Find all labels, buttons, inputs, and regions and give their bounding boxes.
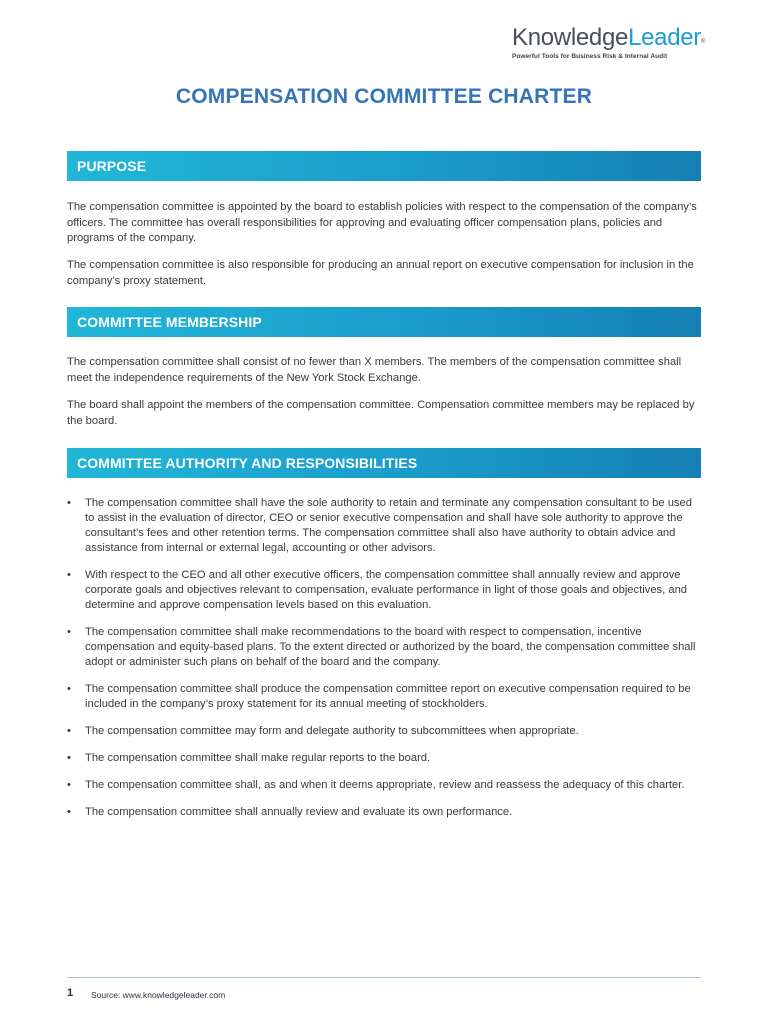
purpose-paragraph: The compensation committee is also responsible for producing an annual report on executive compensation for inclusion in the company’s proxy statement. — [67, 259, 694, 287]
list-item-text: The compensation committee shall make regular reports to the board. — [85, 752, 431, 764]
list-item-text: The compensation committee shall have the sole authority to retain and terminate any compensation consultant to be used to assist in the evaluation of director, CEO or senior executive compensation and shall have sole authority to approve the consultant’s fees and other retention terms. The compensation committee shall also have authority to obtain advice and assistance from internal or external legal, accounting or other advisors. — [85, 497, 692, 554]
section-heading-membership: COMMITTEE MEMBERSHIP — [67, 307, 701, 337]
document-title: COMPENSATION COMMITTEE CHARTER — [175, 85, 593, 108]
logo-trademark: ® — [701, 39, 706, 45]
list-item-text: The compensation committee shall annually review and evaluate its own performance. — [85, 806, 513, 818]
membership-paragraph: The compensation committee shall consist of no fewer than X members. The members of the compensation committee shall meet the independence requirements of the New York Stock Exchange. — [67, 356, 682, 384]
bullet-icon: • — [67, 626, 71, 638]
list-item — [67, 682, 701, 712]
page-number: 1 — [67, 987, 74, 999]
knowledgeleader-logo — [512, 24, 712, 60]
list-item-text: With respect to the CEO and all other executive officers, the compensation committee shall annually review and approve corporate goals and objectives relevant to compensation, evaluate performance in light of those goals and objectives, and determine and approve compensation levels based on this evaluation. — [85, 569, 688, 611]
logo-wordmark — [512, 24, 712, 52]
logo-tagline: Powerful Tools for Business Risk & Internal Audit — [512, 53, 668, 60]
bullet-icon: • — [67, 725, 71, 737]
list-item-text: The compensation committee may form and delegate authority to subcommittees when appropriate. — [85, 725, 579, 737]
list-item-text: The compensation committee shall make recommendations to the board with respect to compensation, incentive compensation and equity-based plans. To the extent directed or authorized by the board, the compensation committee shall adopt or administer such plans on behalf of the board and the company. — [85, 626, 696, 668]
list-item — [67, 724, 701, 739]
list-item-text: The compensation committee shall, as and when it deems appropriate, review and reassess the adequacy of this charter. — [85, 779, 685, 791]
bullet-icon: • — [67, 683, 71, 695]
list-item-text: The compensation committee shall produce the compensation committee report on executive compensation required to be included in the company’s proxy statement for its annual meeting of stockholders. — [85, 683, 691, 710]
purpose-paragraph: The compensation committee is appointed by the board to establish policies with respect to the compensation of the company’s officers. The committee has overall responsibilities for approving and evaluating officer compensation plans, policies and programs of the company. — [67, 201, 697, 244]
list-item — [67, 625, 701, 670]
bullet-icon: • — [67, 752, 71, 764]
responsibilities-list — [67, 496, 701, 832]
list-item — [67, 568, 701, 613]
list-item — [67, 778, 701, 793]
section-heading-authority: COMMITTEE AUTHORITY AND RESPONSIBILITIES — [67, 448, 701, 478]
bullet-icon: • — [67, 806, 71, 818]
bullet-icon: • — [67, 779, 71, 791]
list-item — [67, 805, 701, 820]
section-heading-purpose: PURPOSE — [67, 151, 701, 181]
footer-source: Source: www.knowledgeleader.com — [91, 990, 226, 1000]
membership-paragraph: The board shall appoint the members of the compensation committee. Compensation committee members may be replaced by the board. — [67, 399, 695, 427]
logo-name-part2: Leader — [628, 24, 701, 51]
list-item — [67, 496, 701, 556]
footer-divider — [67, 977, 701, 978]
list-item — [67, 751, 701, 766]
bullet-icon: • — [67, 497, 71, 509]
bullet-icon: • — [67, 569, 71, 581]
logo-name-part1: Knowledge — [512, 24, 629, 51]
